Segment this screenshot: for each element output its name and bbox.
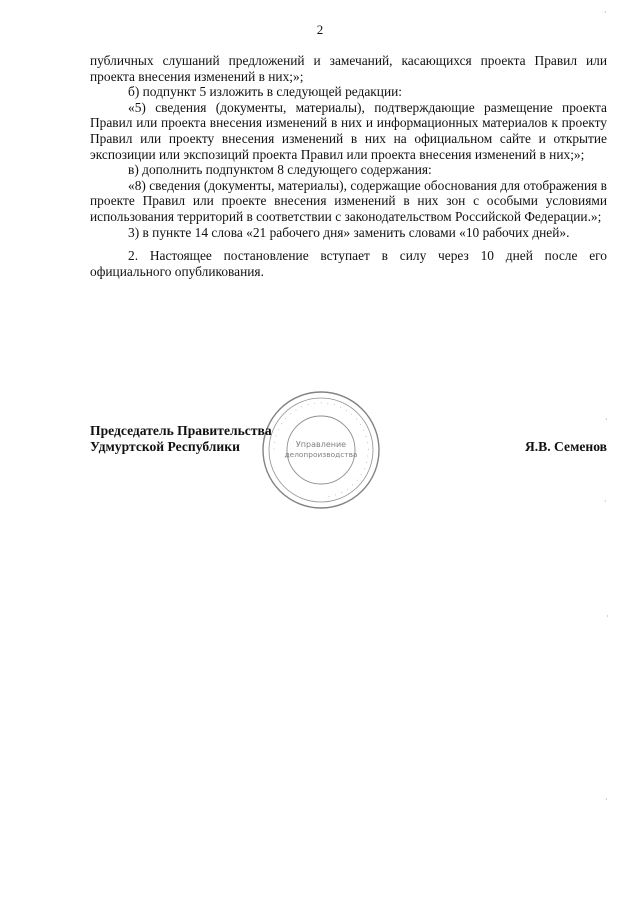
paragraph: б) подпункт 5 изложить в следующей редакции: xyxy=(128,84,403,100)
signature-block xyxy=(90,423,607,463)
paragraph: публичных слушаний предложений и замечаний, касающихся проекта Правил или проекта внесения изменений в них;»; xyxy=(90,53,607,84)
margin-mark: · xyxy=(604,8,607,17)
paragraph: 3) в пункте 14 слова «21 рабочего дня» заменить словами «10 рабочих дней». xyxy=(128,224,570,240)
signatory-name: Я.В. Семенов xyxy=(524,439,607,454)
document-body xyxy=(90,53,607,279)
margin-mark: · xyxy=(606,612,609,621)
margin-mark: · xyxy=(605,795,608,804)
position-line-2: Удмуртской Республики xyxy=(90,439,240,454)
svg-text:· · · · · · · · · · · · · · ·: · · · · · · · · · · · · · · · · · · · · · · · · · · · · · · · · · xyxy=(270,399,372,500)
margin-mark: · xyxy=(605,415,608,424)
paragraph: 2. Настоящее постановление вступает в силу через 10 дней после его официального опубликования. xyxy=(90,248,607,279)
position-line-1: Председатель Правительства xyxy=(90,423,272,438)
page-number: 2 xyxy=(316,22,324,37)
paragraph: «5) сведения (документы, материалы), подтверждающие размещение проекта Правил или проекта внесения изменений в них и информационных материалов к проекту Правил или проекту внесения изменений в них на официальном сайте и открытие экспозиции или экспозиций проекта Правил или проекта внесения изменений в них;»; xyxy=(90,99,607,162)
stamp-line-1: Управление xyxy=(295,440,347,449)
paragraph: «8) сведения (документы, материалы), содержащие обоснования для отображения в проекте Правил или проекте внесения изменений в них зон с особыми условиями использования территорий в соответствии с законодательством Российской Федерации.»; xyxy=(90,177,607,224)
margin-mark: · xyxy=(604,497,607,506)
stamp-line-2: делопроизводства xyxy=(284,450,358,459)
paragraph: в) дополнить подпунктом 8 следующего содержания: xyxy=(128,162,432,178)
signatory-position xyxy=(90,423,272,455)
